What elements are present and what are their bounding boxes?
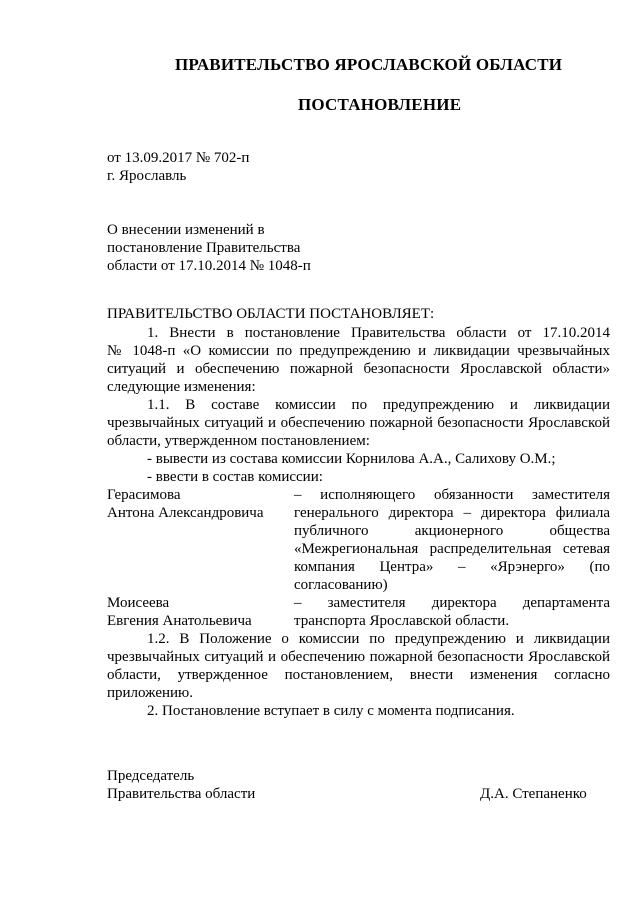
paragraph-1-2-line: чрезвычайных ситуаций и обеспечению пожарной безопасности Ярославской bbox=[107, 649, 610, 665]
paragraph-1-1-line: 1.1. В составе комиссии по предупреждению и ликвидации bbox=[147, 397, 610, 413]
member-given-names: Антона Александровича bbox=[107, 505, 264, 521]
signatory-title: Председатель bbox=[107, 768, 195, 784]
member-position-line: генерального директора – директора филиала bbox=[294, 505, 610, 521]
paragraph-1-line: № 1048-п «О комиссии по предупреждению и ликвидации чрезвычайных bbox=[107, 343, 610, 359]
member-surname: Герасимова bbox=[107, 487, 181, 503]
bullet-add: - ввести в состав комиссии: bbox=[147, 469, 323, 485]
date-number: от 13.09.2017 № 702-п bbox=[107, 150, 250, 166]
signatory-name: Д.А. Степаненко bbox=[480, 786, 587, 802]
document-type-heading: ПОСТАНОВЛЕНИЕ bbox=[298, 95, 462, 114]
paragraph-1-1-line: области, утвержденном постановлением: bbox=[107, 433, 370, 449]
paragraph-1-1-line: чрезвычайных ситуаций и обеспечению пожарной безопасности Ярославской bbox=[107, 415, 610, 431]
city: г. Ярославль bbox=[107, 168, 187, 184]
paragraph-1-line: ситуаций и обеспечению пожарной безопасности Ярославской области» bbox=[107, 361, 610, 377]
paragraph-1-2-line: приложению. bbox=[107, 685, 194, 701]
paragraph-1-line: 1. Внести в постановление Правительства области от 17.10.2014 bbox=[147, 325, 610, 341]
member-position-line: «Межрегиональная распределительная сетевая bbox=[294, 541, 610, 557]
member-given-names: Евгения Анатольевича bbox=[107, 613, 252, 629]
signatory-title: Правительства области bbox=[107, 786, 256, 802]
preamble: ПРАВИТЕЛЬСТВО ОБЛАСТИ ПОСТАНОВЛЯЕТ: bbox=[107, 306, 435, 322]
paragraph-2: 2. Постановление вступает в силу с момента подписания. bbox=[147, 703, 515, 719]
member-position-line: транспорта Ярославской области. bbox=[294, 613, 510, 629]
paragraph-1-2-line: области, утвержденное постановлением, внести изменения согласно bbox=[107, 667, 610, 683]
member-position-line: – исполняющего обязанности заместителя bbox=[294, 487, 610, 503]
member-position-line: – заместителя директора департамента bbox=[294, 595, 610, 611]
paragraph-1-line: следующие изменения: bbox=[107, 379, 256, 395]
subject-line: области от 17.10.2014 № 1048-п bbox=[107, 258, 311, 274]
paragraph-1-2-line: 1.2. В Положение о комиссии по предупреждению и ликвидации bbox=[147, 631, 610, 647]
bullet-remove: - вывести из состава комиссии Корнилова А.А., Салихову О.М.; bbox=[147, 451, 556, 467]
organization-heading: ПРАВИТЕЛЬСТВО ЯРОСЛАВСКОЙ ОБЛАСТИ bbox=[175, 55, 563, 74]
subject-line: постановление Правительства bbox=[107, 240, 301, 256]
member-position-line: компания Центра» – «Ярэнерго» (по bbox=[294, 559, 610, 575]
member-position-line: публичного акционерного общества bbox=[294, 523, 610, 539]
member-surname: Моисеева bbox=[107, 595, 170, 611]
subject-line: О внесении изменений в bbox=[107, 222, 265, 238]
member-position-line: согласованию) bbox=[294, 577, 388, 593]
